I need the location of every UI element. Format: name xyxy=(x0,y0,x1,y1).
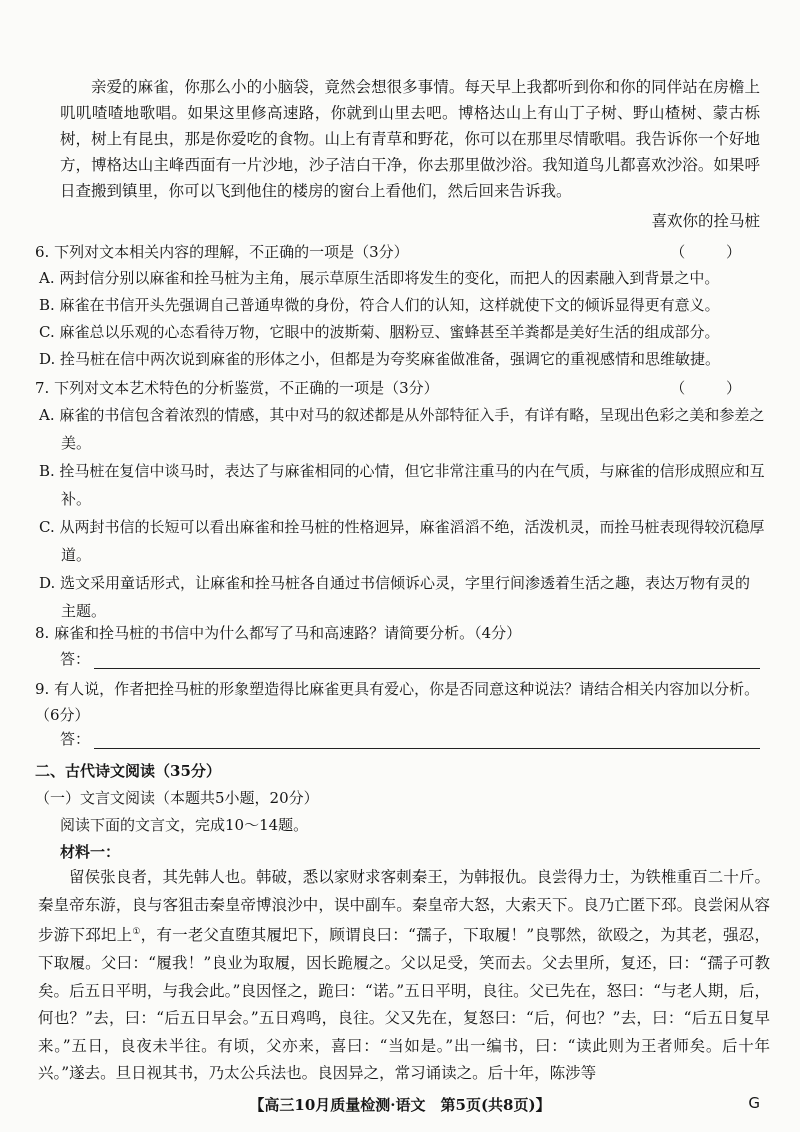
question-7-option-d: D. 选文采用童话形式，让麻雀和拴马桩各自通过书信倾诉心灵，字里行间渗透着生活之趣，表达万物有灵的主题。 xyxy=(39,574,751,620)
question-7-answer-paren: （ ） xyxy=(670,379,759,397)
material-1-label: 材料一： xyxy=(60,843,121,861)
question-9-answer-label: 答： xyxy=(60,730,91,748)
question-9-answer-line[interactable] xyxy=(94,730,760,749)
classical-text-part-2: ，有一老父直堕其履圯下，顾谓良曰：“孺子，下取履！”良鄂然，欲殴之，为其老，强忍，下取履。父曰：“履我！”良业为取履，因长跪履之。父以足受，笑而去。父去里所，复还，曰：“孺子可教矣。后五日平明，与我会此。”良因怪之，跪曰：“诺。”五日平明，良往。父已先在，怒曰：“与老人期，后，何也？”去，曰：“后五日早会。”五日鸡鸣，良往。父又先在，复怒曰：“后，何也？”去，曰：“后五日复早来。”五日，良夜未半往。有顷，父亦来，喜曰：“当如是。”出一编书，曰：“读此则为王者师矣。后十年兴。”遂去。旦日视其书，乃太公兵法也。良因异之，常习诵读之。后十年，陈涉等 xyxy=(38,926,770,1083)
question-7-stem: 7. 下列对文本艺术特色的分析鉴赏，不正确的一项是（3分） xyxy=(35,379,439,397)
question-6 xyxy=(35,239,765,373)
question-8-answer-label: 答： xyxy=(60,650,91,668)
question-6-stem: 6. 下列对文本相关内容的理解，不正确的一项是（3分） xyxy=(35,243,409,261)
page-footer: 【高三10月质量检测·语文 第5页(共8页)】 xyxy=(249,1096,551,1114)
section-2-subtitle: （一）文言文阅读（本题共5小题，20分） xyxy=(35,789,319,807)
question-8-stem: 8. 麻雀和拴马桩的书信中为什么都写了马和高速路？请简要分析。（4分） xyxy=(35,624,522,642)
classical-text xyxy=(38,864,770,1088)
question-6-answer-paren: （ ） xyxy=(670,243,759,261)
section-2-instruction: 阅读下面的文言文，完成10～14题。 xyxy=(60,816,309,834)
section-2-title: 二、古代诗文阅读（35分） xyxy=(35,762,221,780)
question-9-answer[interactable] xyxy=(60,728,760,749)
footnote-marker: ① xyxy=(132,927,141,938)
question-6-option-c: C. 麻雀总以乐观的心态看待万物，它眼中的波斯菊、胭粉豆、蜜蜂甚至羊粪都是美好生活的组成部分。 xyxy=(39,323,720,341)
paper-version: G xyxy=(748,1094,760,1112)
question-6-option-d: D. 拴马桩在信中两次说到麻雀的形体之小，但都是为夸奖麻雀做准备，强调它的重视感情和思维敏捷。 xyxy=(39,350,721,368)
question-6-option-a: A. 两封信分别以麻雀和拴马桩为主角，展示草原生活即将发生的变化，而把人的因素融入到背景之中。 xyxy=(39,269,720,287)
question-6-option-b: B. 麻雀在书信开头先强调自己普通卑微的身份，符合人们的认知，这样就使下文的倾诉显得更有意义。 xyxy=(39,296,720,314)
letter-signature: 喜欢你的拴马桩 xyxy=(651,212,760,230)
question-7 xyxy=(35,375,765,625)
question-8-answer[interactable] xyxy=(60,648,760,669)
letter-paragraph: 亲爱的麻雀，你那么小的小脑袋，竟然会想很多事情。每天早上我都听到你和你的同伴站在房檐上叽叽喳喳地歌唱。如果这里修高速路，你就到山里去吧。博格达山上有山丁子树、野山楂树、蒙古栎树，树上有昆虫，那是你爱吃的食物。山上有青草和野花，你可以在那里尽情歌唱。我告诉你一个好地方，博格达山主峰西面有一片沙地，沙子洁白干净，你去那里做沙浴。我知道鸟儿都喜欢沙浴。如果呼日查搬到镇里，你可以飞到他住的楼房的窗台上看他们，然后回来告诉我。 xyxy=(60,78,760,200)
question-7-option-a: A. 麻雀的书信包含着浓烈的情感，其中对马的叙述都是从外部特征入手，有详有略，呈现出色彩之美和参差之美。 xyxy=(39,406,765,452)
question-8-answer-line[interactable] xyxy=(94,650,760,669)
question-9-stem: 9. 有人说，作者把拴马桩的形象塑造得比麻雀更具有爱心，你是否同意这种说法？请结合相关内容加以分析。（6分） xyxy=(35,680,760,724)
question-7-option-b: B. 拴马桩在复信中谈马时，表达了与麻雀相同的心情，但它非常注重马的内在气质，与麻雀的信形成照应和互补。 xyxy=(39,462,765,508)
question-7-option-c: C. 从两封书信的长短可以看出麻雀和拴马桩的性格迥异，麻雀滔滔不绝，活泼机灵，而拴马桩表现得较沉稳厚道。 xyxy=(39,518,765,564)
classical-text-part-1: 留侯张良者，其先韩人也。韩破，悉以家财求客刺秦王，为韩报仇。良尝得力士，为铁椎重百二十斤。秦皇帝东游，良与客狙击秦皇帝博浪沙中，误中副车。秦皇帝大怒，大索天下。良乃亡匿下邳。良尝闲从容步游下邳圯上 xyxy=(38,868,770,945)
